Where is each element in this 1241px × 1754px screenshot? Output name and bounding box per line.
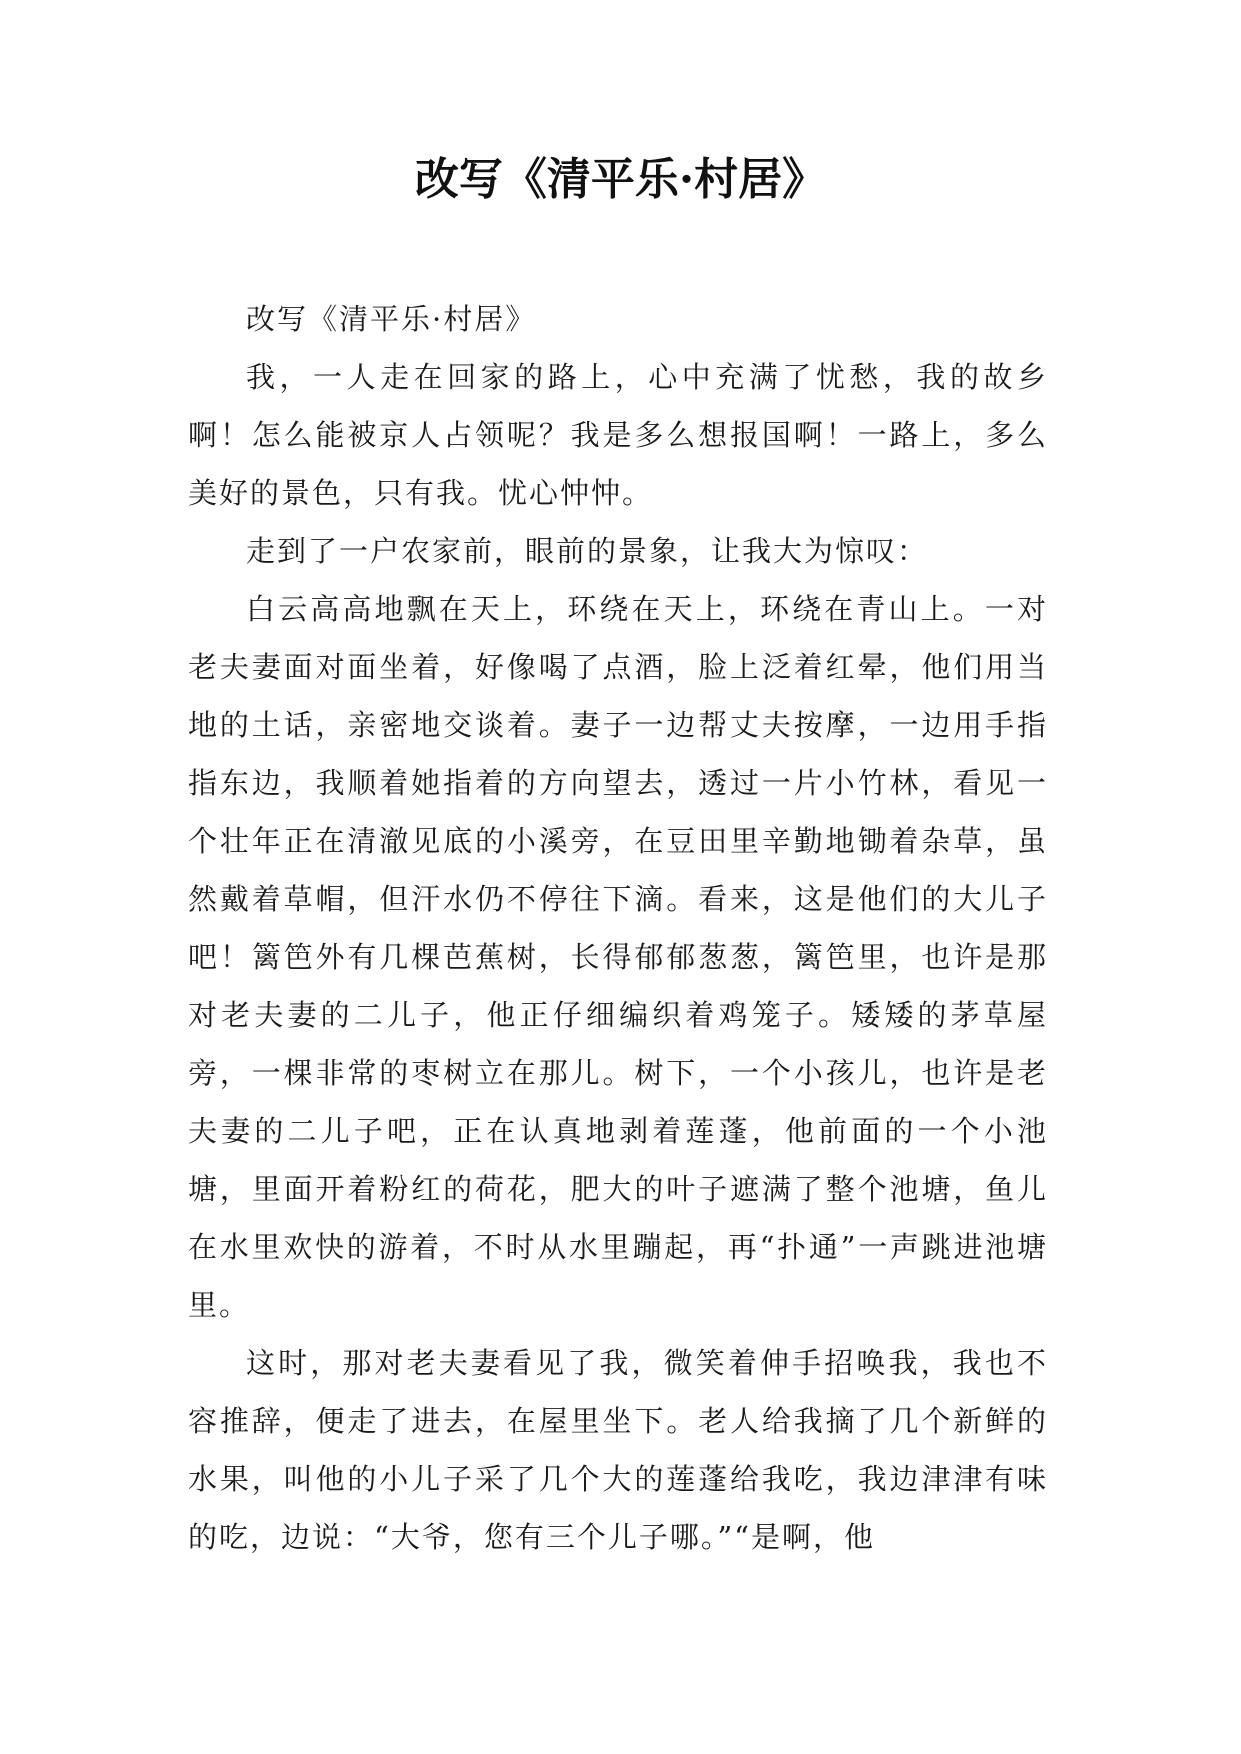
document-body bbox=[188, 290, 1048, 1566]
paragraph: 这时，那对老夫妻看见了我，微笑着伸手招唤我，我也不容推辞，便走了进去，在屋里坐下。老人给我摘了几个新鲜的水果，叫他的小儿子采了几个大的莲蓬给我吃，我边津津有味的吃，边说：“大爷，您有三个儿子哪。”“是啊，他 bbox=[188, 1346, 1048, 1554]
paragraph: 白云高高地飘在天上，环绕在天上，环绕在青山上。一对老夫妻面对面坐着，好像喝了点酒，脸上泛着红晕，他们用当地的土话，亲密地交谈着。妻子一边帮丈夫按摩，一边用手指指东边，我顺着她指着的方向望去，透过一片小竹林，看见一个壮年正在清澈见底的小溪旁，在豆田里辛勤地锄着杂草，虽然戴着草帽，但汗水仍不停往下滴。看来，这是他们的大儿子吧！篱笆外有几棵芭蕉树，长得郁郁葱葱，篱笆里，也许是那对老夫妻的二儿子，他正仔细编织着鸡笼子。矮矮的茅草屋旁，一棵非常的枣树立在那儿。树下，一个小孩儿，也许是老夫妻的二儿子吧，正在认真地剥着莲蓬，他前面的一个小池塘，里面开着粉红的荷花，肥大的叶子遮满了整个池塘，鱼儿在水里欢快的游着，不时从水里蹦起，再“扑通”一声跳进池塘里。 bbox=[188, 592, 1048, 1322]
paragraph: 走到了一户农家前，眼前的景象，让我大为惊叹： bbox=[246, 534, 929, 568]
paragraph-subtitle: 改写《清平乐·村居》 bbox=[246, 302, 537, 336]
document-title: 改写《清平乐·村居》 bbox=[414, 154, 827, 205]
paragraph: 我，一人走在回家的路上，心中充满了忧愁，我的故乡啊！怎么能被京人占领呢？我是多么想报国啊！一路上，多么美好的景色，只有我。忧心忡忡。 bbox=[188, 360, 1048, 510]
